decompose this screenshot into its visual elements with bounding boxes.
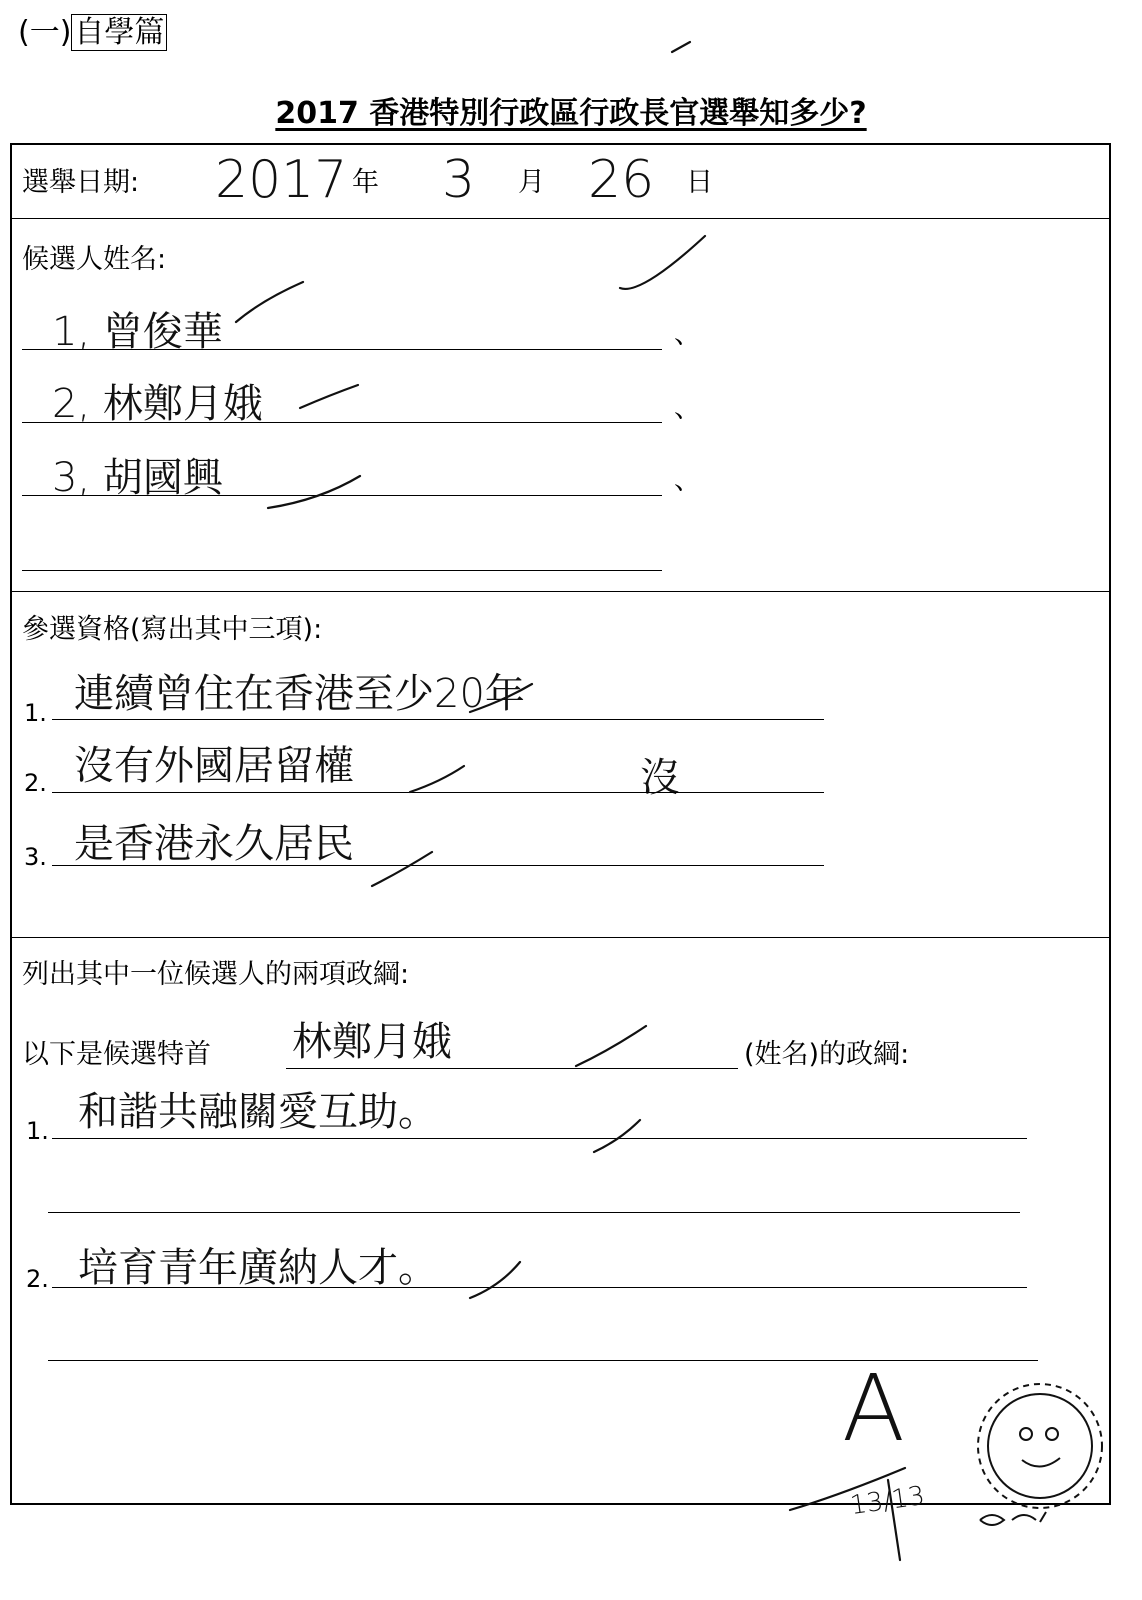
item-number: 1.: [26, 1117, 49, 1145]
candidate-name-3: 3, 胡國興: [52, 455, 223, 501]
tick-mark: [576, 1026, 646, 1066]
tick-mark: [236, 282, 303, 322]
item-number: 2.: [26, 1265, 49, 1293]
tick-mark: [300, 385, 358, 408]
sun-sticker: [978, 1384, 1102, 1525]
score: 13/13: [848, 1480, 927, 1522]
list-separator: 、: [674, 465, 701, 496]
candidate-name-1: 1, 曾俊華: [52, 309, 223, 355]
grade-letter: A: [842, 1355, 905, 1462]
platform-candidate-name: 林鄭月娥: [292, 1019, 452, 1065]
item-number: 3.: [24, 843, 47, 871]
item-number: 2.: [24, 769, 47, 797]
day-unit: 日: [686, 167, 713, 198]
election-day: 26: [588, 150, 655, 210]
platform-label: 列出其中一位候選人的兩項政綱:: [22, 959, 410, 990]
month-unit: 月: [518, 167, 545, 198]
worksheet-title: 2017 香港特別行政區行政長官選舉知多少?: [275, 96, 867, 131]
qualification-answer-1: 連續曾住在香港至少20年: [74, 671, 525, 717]
year-unit: 年: [352, 167, 379, 198]
tick-mark: [268, 476, 360, 508]
platform-item-2: 培育青年廣納人才。: [78, 1245, 438, 1291]
qualification-answer-3: 是香港永久居民: [74, 821, 354, 867]
tick-mark: [470, 684, 532, 712]
election-month: 3: [442, 150, 476, 210]
platform-intro-prefix: 以下是候選特首: [22, 1039, 211, 1070]
section-label: 自學篇: [71, 14, 167, 51]
item-number: 1.: [24, 699, 47, 727]
score-slash: [888, 1480, 900, 1560]
election-date-label: 選舉日期:: [22, 167, 140, 198]
section-prefix: (一): [18, 15, 72, 50]
tick-mark: [594, 1120, 640, 1152]
platform-item-1: 和諧共融關愛互助。: [78, 1089, 438, 1135]
qualification-answer-2: 沒有外國居留權: [74, 743, 354, 789]
tick-mark: [410, 766, 464, 792]
tick-mark: [620, 236, 705, 289]
candidates-label: 候選人姓名:: [22, 244, 167, 275]
tick-mark: [672, 42, 690, 52]
score-slash: [790, 1468, 905, 1510]
candidate-name-2: 2, 林鄭月娥: [52, 381, 263, 427]
tick-mark: [470, 1262, 520, 1298]
platform-intro-suffix: (姓名)的政綱:: [744, 1039, 910, 1070]
qualifications-label: 參選資格(寫出其中三項):: [22, 614, 323, 645]
list-separator: 、: [674, 393, 701, 424]
margin-note: 沒: [640, 755, 680, 801]
election-year: 2017: [215, 150, 348, 210]
tick-mark: [372, 852, 432, 886]
list-separator: 、: [674, 319, 701, 350]
